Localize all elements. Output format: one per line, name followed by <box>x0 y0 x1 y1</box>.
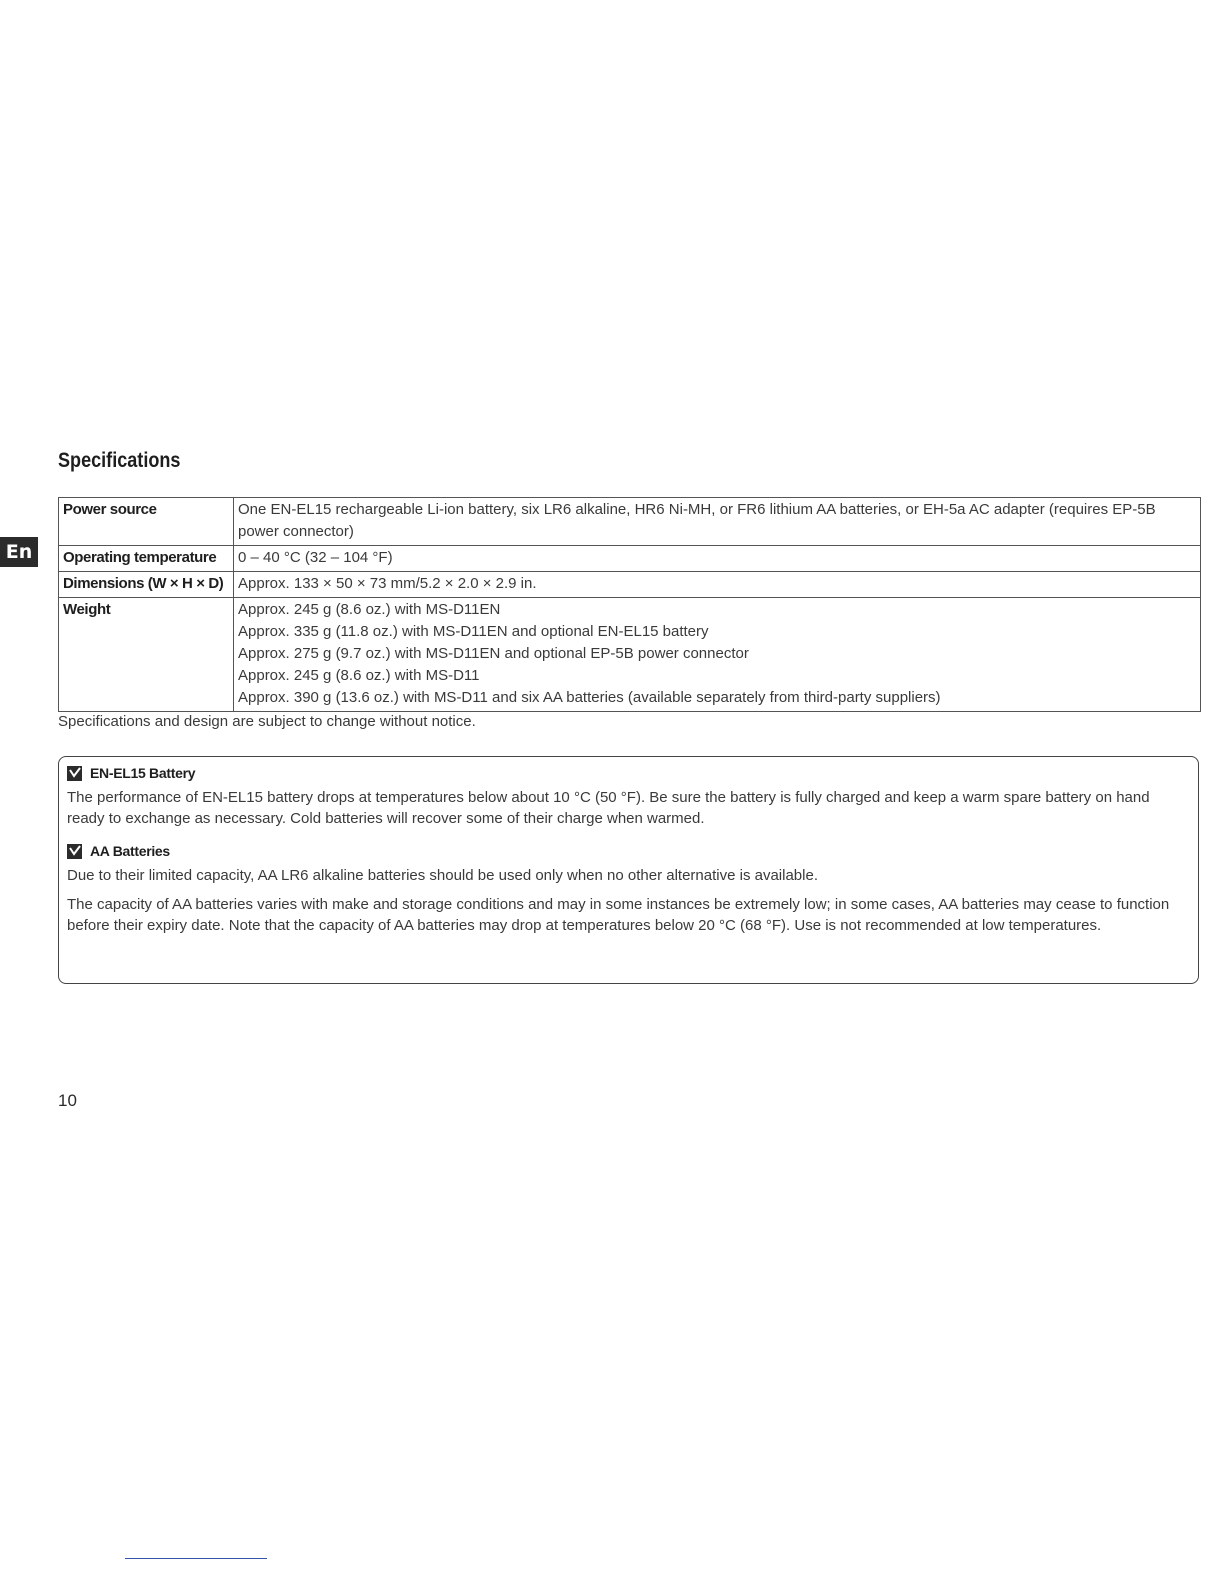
table-row <box>59 498 1201 546</box>
notice-heading-en-el15 <box>67 765 1188 781</box>
battery-notice-box <box>58 756 1199 984</box>
weight-line: Approx. 390 g (13.6 oz.) with MS-D11 and six AA batteries (available separately from third-party suppliers) <box>238 689 941 706</box>
weight-line: Approx. 245 g (8.6 oz.) with MS-D11 <box>238 667 480 684</box>
table-row <box>59 572 1201 598</box>
spec-value-dimensions: Approx. 133 × 50 × 73 mm/5.2 × 2.0 × 2.9 in. <box>234 572 1201 598</box>
notice-paragraph: Due to their limited capacity, AA LR6 alkaline batteries should be used only when no other alternative is available. <box>67 867 818 884</box>
spec-label-dimensions: Dimensions (W × H × D) <box>59 572 234 598</box>
checkbox-icon <box>67 766 82 781</box>
specifications-table <box>58 497 1201 712</box>
footer-rule <box>125 1558 267 1559</box>
notice-title-text: AA Batteries <box>90 843 170 859</box>
table-row <box>59 546 1201 572</box>
change-notice: Specifications and design are subject to change without notice. <box>58 713 476 730</box>
weight-line: Approx. 275 g (9.7 oz.) with MS-D11EN and optional EP-5B power connector <box>238 645 749 662</box>
spec-value-operating-temperature: 0 – 40 °C (32 – 104 °F) <box>234 546 1201 572</box>
notice-paragraph: The capacity of AA batteries varies with make and storage conditions and may in some instances be extremely low; in some cases, AA batteries may cease to function before their expiry date. Note that the capacity of AA batteries may drop at temperatures below 20 °C (68 °F). Use is not recommended at low temperatures. <box>67 896 1170 934</box>
section-title: Specifications <box>58 449 181 472</box>
weight-line: Approx. 245 g (8.6 oz.) with MS-D11EN <box>238 601 501 618</box>
spec-value-weight <box>234 598 1201 712</box>
weight-line: Approx. 335 g (11.8 oz.) with MS-D11EN and optional EN-EL15 battery <box>238 623 709 640</box>
notice-heading-aa-batteries <box>67 843 1188 859</box>
table-row <box>59 598 1201 712</box>
page-number: 10 <box>58 1091 77 1110</box>
notice-title-text: EN-EL15 Battery <box>90 765 196 781</box>
spec-label-power-source: Power source <box>59 498 234 546</box>
language-tab: En <box>0 537 38 567</box>
spec-label-weight: Weight <box>59 598 234 712</box>
spec-label-operating-temperature: Operating temperature <box>59 546 234 572</box>
spec-value-power-source: One EN-EL15 rechargeable Li-ion battery, six LR6 alkaline, HR6 Ni-MH, or FR6 lithium AA batteries, or EH-5a AC adapter (requires EP-5B power connector) <box>234 498 1201 546</box>
notice-paragraph: The performance of EN-EL15 battery drops at temperatures below about 10 °C (50 °F). Be sure the battery is fully charged and keep a warm spare battery on hand ready to exchange as necessary. Cold batteries will recover some of their charge when warmed. <box>67 789 1150 827</box>
checkbox-icon <box>67 844 82 859</box>
